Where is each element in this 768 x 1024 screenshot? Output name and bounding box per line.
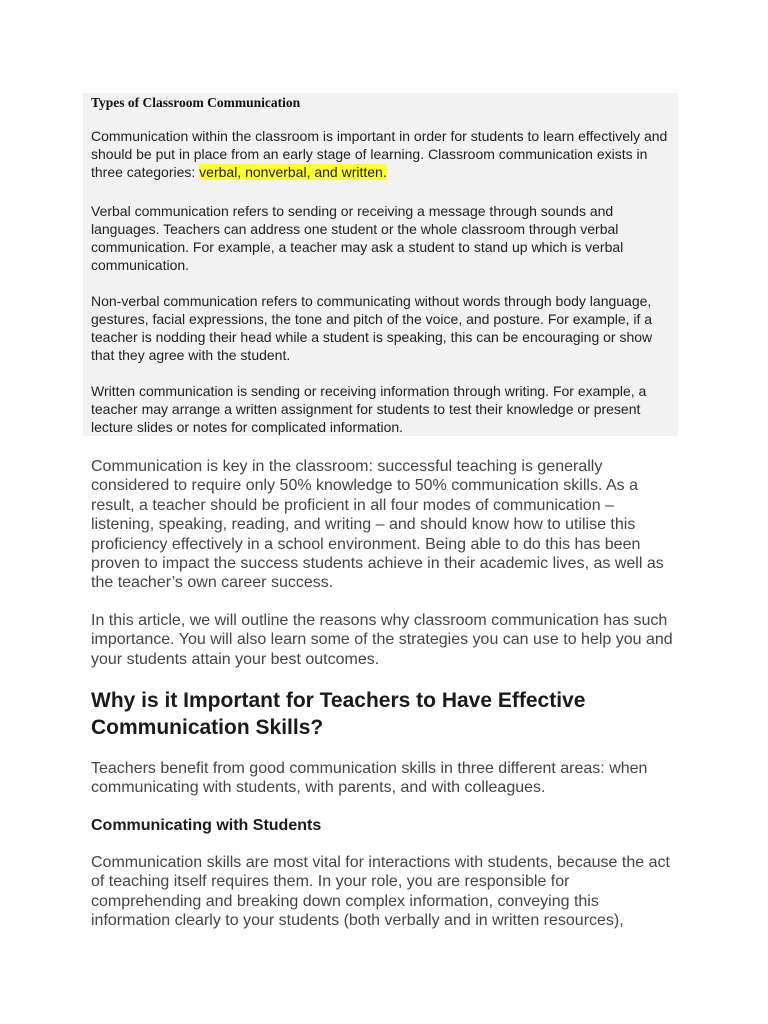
article-intro-paragraph: Communication is key in the classroom: successful teaching is generally considered to require only 50% knowledge to 50% communication skills. As a result, a teacher should be proficient in all four modes of communication – listening, speaking, reading, and writing – and should know how to utilise this proficiency effectively in a school environment. Being able to do this has been proven to impact the success students achieve in their academic lives, as well as the teacher’s own career success. [91,458,664,592]
box-title: Types of Classroom Communication [91,95,301,110]
benefit-paragraph: Teachers benefit from good communication skills in three different areas: when communicating with students, with parents, and with colleagues. [91,760,648,797]
students-paragraph: Communication skills are most vital for interactions with students, because the act of teaching itself requires them. In your role, you are responsible for comprehending and breaking down complex information, conveying this information clearly to your students (both verbally and in written resources), [91,854,670,930]
classroom-communication-box [83,93,678,436]
article-outline-paragraph: In this article, we will outline the reasons why classroom communication has such importance. You will also learn some of the strategies you can use to help you and your students attain your best outcomes. [91,612,673,668]
box-paragraph-intro-text: Communication within the classroom is important in order for students to learn effectively and should be put in place from an early stage of learning. Classroom communication exists in three categories: [91,128,668,180]
highlighted-text: verbal, nonverbal, and written. [199,164,387,180]
section-heading: Why is it Important for Teachers to Have Effective Communication Skills? [91,689,586,739]
box-paragraph-verbal: Verbal communication refers to sending or receiving a message through sounds and languages. Teachers can address one student or the whole classroom through verbal communication. For example, a teacher may ask a student to stand up which is verbal communication. [91,203,624,273]
subsection-heading: Communicating with Students [91,817,322,834]
box-paragraph-intro [91,127,679,181]
box-paragraph-nonverbal: Non-verbal communication refers to communicating without words through body language, gestures, facial expressions, the tone and pitch of the voice, and posture. For example, if a teacher is nodding their head while a student is speaking, this can be encouraging or show that they agree with the student. [91,293,653,363]
box-paragraph-written: Written communication is sending or receiving information through writing. For example, a teacher may arrange a written assignment for students to test their knowledge or present lecture slides or notes for complicated information. [91,383,647,435]
